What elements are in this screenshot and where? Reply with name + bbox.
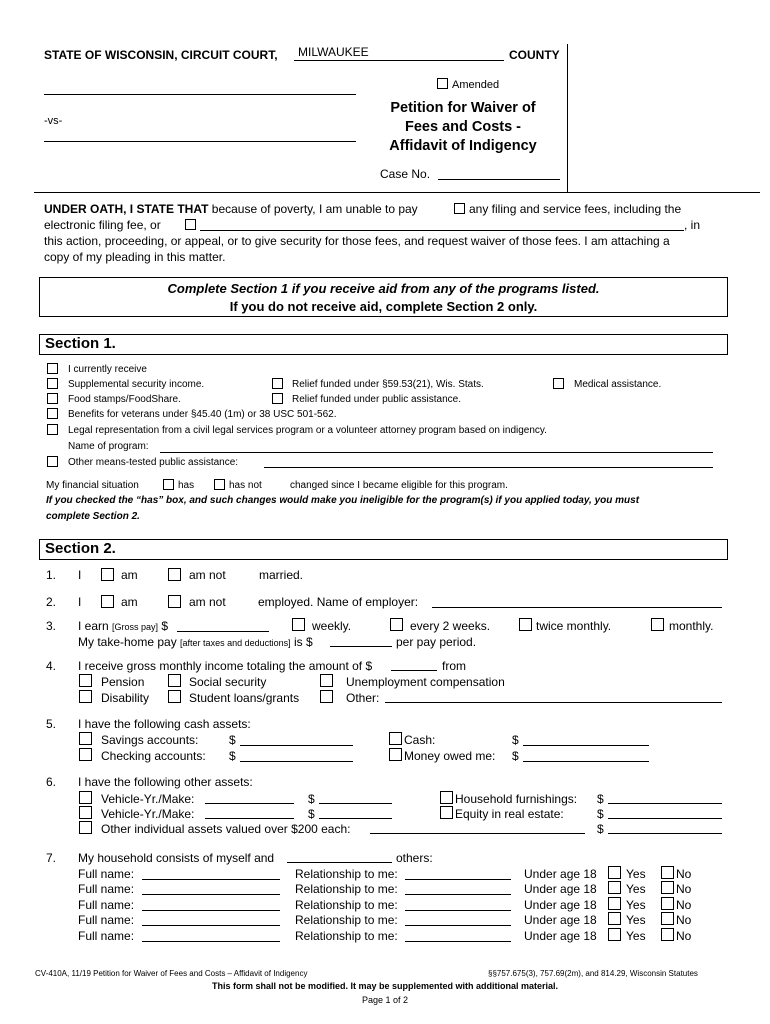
q4-from: from bbox=[442, 659, 466, 673]
checking-checkbox[interactable] bbox=[79, 748, 92, 761]
footer-notice: This form shall not be modified. It may be supplemented with additional material. bbox=[211, 981, 559, 991]
disability-label: Disability bbox=[101, 691, 150, 705]
receive-checkbox[interactable] bbox=[47, 363, 58, 374]
other-means-field[interactable] bbox=[264, 467, 713, 468]
header-bottom-rule bbox=[34, 192, 760, 193]
pension-checkbox[interactable] bbox=[79, 674, 92, 687]
money-owed-dollar: $ bbox=[512, 749, 519, 763]
q4-number: 4. bbox=[46, 659, 57, 673]
relief-public-label: Relief funded under public assistance. bbox=[292, 394, 461, 405]
other-income-label: Other: bbox=[346, 691, 380, 705]
oath-line4: copy of my pleading in this matter. bbox=[44, 250, 226, 264]
q1-married-label: married. bbox=[259, 568, 304, 582]
disability-checkbox[interactable] bbox=[79, 690, 92, 703]
other-income-checkbox[interactable] bbox=[320, 690, 333, 703]
equity-dollar: $ bbox=[597, 807, 604, 821]
has-checkbox[interactable] bbox=[163, 479, 174, 490]
oath-line3: this action, proceeding, or appeal, or to give security for those fees, and request waiver of those fees. I am attaching a bbox=[44, 234, 670, 248]
q1-am-label: am bbox=[121, 568, 138, 582]
furnishings-checkbox[interactable] bbox=[440, 791, 453, 804]
food-label: Food stamps/FoodShare. bbox=[68, 394, 181, 405]
under18-no-label: No bbox=[676, 913, 692, 927]
equity-field[interactable] bbox=[608, 818, 722, 819]
weekly-label: weekly. bbox=[312, 619, 352, 633]
under18-yes-checkbox[interactable] bbox=[608, 866, 621, 879]
county-field-line bbox=[294, 60, 504, 61]
section1-header-box bbox=[39, 334, 728, 355]
relationship-label: Relationship to me: bbox=[295, 867, 398, 881]
oath-line2-text: electronic filing fee, or bbox=[44, 218, 161, 232]
vehicle2-value-field[interactable] bbox=[319, 818, 392, 819]
under18-label: Under age 18 bbox=[524, 867, 597, 881]
veterans-checkbox[interactable] bbox=[47, 408, 58, 419]
relationship-label: Relationship to me: bbox=[295, 882, 398, 896]
full-name-field[interactable] bbox=[142, 941, 280, 942]
monthly-label: monthly. bbox=[669, 619, 714, 633]
money-owed-checkbox[interactable] bbox=[389, 748, 402, 761]
oath-line2-tail: , in bbox=[684, 218, 701, 232]
relationship-field[interactable] bbox=[405, 925, 511, 926]
q2-am-not-label: am not bbox=[189, 595, 226, 609]
under18-yes-checkbox[interactable] bbox=[608, 928, 621, 941]
under18-no-checkbox[interactable] bbox=[661, 881, 674, 894]
veterans-label: Benefits for veterans under §45.40 (1m) or 38 USC 501-562. bbox=[68, 409, 337, 420]
other-assets-checkbox[interactable] bbox=[79, 821, 92, 834]
program-name-field[interactable] bbox=[160, 452, 713, 453]
under18-no-checkbox[interactable] bbox=[661, 866, 674, 879]
under18-label: Under age 18 bbox=[524, 898, 597, 912]
monthly-checkbox[interactable] bbox=[651, 618, 664, 631]
under18-yes-label: Yes bbox=[626, 913, 646, 927]
vehicle1-dollar: $ bbox=[308, 792, 315, 806]
relief-public-checkbox[interactable] bbox=[272, 393, 283, 404]
under18-label: Under age 18 bbox=[524, 929, 597, 943]
program-name-label: Name of program: bbox=[68, 441, 149, 452]
every2-label: every 2 weeks. bbox=[410, 619, 491, 633]
furnishings-field[interactable] bbox=[608, 803, 722, 804]
checking-field[interactable] bbox=[240, 761, 353, 762]
q2-number: 2. bbox=[46, 595, 57, 609]
under18-yes-checkbox[interactable] bbox=[608, 897, 621, 910]
q7-text-b: others: bbox=[396, 851, 433, 865]
has-not-label: has not bbox=[229, 480, 262, 491]
savings-field[interactable] bbox=[240, 745, 353, 746]
full-name-label: Full name: bbox=[78, 913, 135, 927]
student-loans-label: Student loans/grants bbox=[189, 691, 300, 705]
under18-no-checkbox[interactable] bbox=[661, 928, 674, 941]
under18-no-label: No bbox=[676, 898, 692, 912]
money-owed-field[interactable] bbox=[523, 761, 649, 762]
court-label: STATE OF WISCONSIN, CIRCUIT COURT, bbox=[44, 48, 278, 62]
unemployment-label: Unemployment compensation bbox=[346, 675, 505, 689]
county-value[interactable]: MILWAUKEE bbox=[298, 45, 369, 59]
other-assets-label: Other individual assets valued over $200 each: bbox=[101, 822, 351, 836]
q1-i: I bbox=[78, 568, 82, 582]
under18-yes-checkbox[interactable] bbox=[608, 881, 621, 894]
section1-note-line2: complete Section 2. bbox=[46, 511, 140, 522]
amended-label: Amended bbox=[452, 79, 500, 91]
vehicle2-make-field[interactable] bbox=[205, 818, 294, 819]
relationship-field[interactable] bbox=[405, 894, 511, 895]
full-name-label: Full name: bbox=[78, 867, 135, 881]
under18-yes-label: Yes bbox=[626, 929, 646, 943]
relationship-label: Relationship to me: bbox=[295, 913, 398, 927]
equity-label: Equity in real estate: bbox=[455, 807, 564, 821]
other-fees-field[interactable] bbox=[200, 230, 684, 231]
q3-takehome-a: My take-home pay bbox=[78, 635, 181, 649]
employer-name-field[interactable] bbox=[432, 607, 722, 608]
relationship-label: Relationship to me: bbox=[295, 898, 398, 912]
full-name-field[interactable] bbox=[142, 925, 280, 926]
under18-yes-checkbox[interactable] bbox=[608, 912, 621, 925]
q4-text: I receive gross monthly income totaling the amount of $ bbox=[78, 659, 373, 673]
checking-dollar: $ bbox=[229, 749, 236, 763]
q5-number: 5. bbox=[46, 717, 57, 731]
q6-text: I have the following other assets: bbox=[78, 775, 253, 789]
under18-no-label: No bbox=[676, 867, 692, 881]
financial-situation-label: My financial situation bbox=[46, 480, 139, 491]
has-label: has bbox=[178, 480, 195, 491]
q7-text-a: My household consists of myself and bbox=[78, 851, 275, 865]
q2-employed-label: employed. Name of employer: bbox=[258, 595, 419, 609]
title-line3: Affidavit of Indigency bbox=[389, 138, 537, 154]
food-checkbox[interactable] bbox=[47, 393, 58, 404]
q3-earn-a: I earn bbox=[78, 619, 113, 633]
twice-monthly-label: twice monthly. bbox=[536, 619, 612, 633]
under18-no-label: No bbox=[676, 929, 692, 943]
money-owed-label: Money owed me: bbox=[404, 749, 496, 763]
every2-checkbox[interactable] bbox=[390, 618, 403, 631]
vehicle2-dollar: $ bbox=[308, 807, 315, 821]
relationship-field[interactable] bbox=[405, 941, 511, 942]
ssi-checkbox[interactable] bbox=[47, 378, 58, 389]
social-security-checkbox[interactable] bbox=[168, 674, 181, 687]
q3-takehome-b: is $ bbox=[290, 635, 313, 649]
q7-number: 7. bbox=[46, 851, 57, 865]
household-count-field[interactable] bbox=[287, 862, 392, 863]
q3-earn-label bbox=[78, 619, 168, 633]
savings-label: Savings accounts: bbox=[101, 733, 199, 747]
section1-title: Section 1. bbox=[45, 335, 116, 352]
q5-text: I have the following cash assets: bbox=[78, 717, 251, 731]
relief-statute-checkbox[interactable] bbox=[272, 378, 283, 389]
furnishings-label: Household furnishings: bbox=[455, 792, 578, 806]
title-line1: Petition for Waiver of bbox=[390, 100, 536, 116]
gross-pay-field[interactable] bbox=[177, 631, 269, 632]
takehome-pay-field[interactable] bbox=[330, 646, 392, 647]
relief-statute-label: Relief funded under §59.53(21), Wis. Stats. bbox=[292, 379, 484, 390]
footer-form-id: CV-410A, 11/19 Petition for Waiver of Fees and Costs – Affidavit of Indigency bbox=[35, 969, 308, 978]
legal-rep-checkbox[interactable] bbox=[47, 424, 58, 435]
vehicle1-label: Vehicle-Yr./Make: bbox=[101, 792, 195, 806]
full-name-label: Full name: bbox=[78, 929, 135, 943]
q1-am-checkbox[interactable] bbox=[101, 568, 114, 581]
q3-number: 3. bbox=[46, 619, 57, 633]
savings-dollar: $ bbox=[229, 733, 236, 747]
under18-label: Under age 18 bbox=[524, 913, 597, 927]
savings-checkbox[interactable] bbox=[79, 732, 92, 745]
full-name-label: Full name: bbox=[78, 898, 135, 912]
instruction-line2: If you do not receive aid, complete Section 2 only. bbox=[229, 299, 538, 314]
section2-header-box bbox=[39, 539, 728, 560]
vehicle1-checkbox[interactable] bbox=[79, 791, 92, 804]
title-line2: Fees and Costs - bbox=[404, 119, 522, 135]
q2-am-not-checkbox[interactable] bbox=[168, 595, 181, 608]
cash-label: Cash: bbox=[404, 733, 436, 747]
pension-label: Pension bbox=[101, 675, 145, 689]
other-assets-dollar: $ bbox=[597, 822, 604, 836]
county-label: COUNTY bbox=[509, 48, 560, 62]
other-means-label: Other means-tested public assistance: bbox=[68, 457, 239, 468]
under18-label: Under age 18 bbox=[524, 882, 597, 896]
furnishings-dollar: $ bbox=[597, 792, 604, 806]
medical-checkbox[interactable] bbox=[553, 378, 564, 389]
has-not-checkbox[interactable] bbox=[214, 479, 225, 490]
cash-checkbox[interactable] bbox=[389, 732, 402, 745]
full-name-field[interactable] bbox=[142, 894, 280, 895]
q3-takehome-label bbox=[78, 635, 313, 649]
under18-no-checkbox[interactable] bbox=[661, 912, 674, 925]
under18-yes-label: Yes bbox=[626, 882, 646, 896]
q2-i: I bbox=[78, 595, 82, 609]
q2-am-label: am bbox=[121, 595, 138, 609]
other-fees-checkbox[interactable] bbox=[185, 219, 196, 230]
case-no-field[interactable] bbox=[438, 179, 560, 180]
social-security-label: Social security bbox=[189, 675, 267, 689]
weekly-checkbox[interactable] bbox=[292, 618, 305, 631]
under18-no-label: No bbox=[676, 882, 692, 896]
checking-label: Checking accounts: bbox=[101, 749, 206, 763]
other-assets-desc-field[interactable] bbox=[370, 833, 585, 834]
q3-earn-b: $ bbox=[158, 619, 169, 633]
footer-statutes: §§757.675(3), 757.69(2m), and 814.29, Wisconsin Statutes bbox=[488, 969, 698, 978]
legal-rep-label: Legal representation from a civil legal services program or a volunteer attorney program based on indigency. bbox=[68, 425, 547, 436]
changed-text: changed since I became eligible for this program. bbox=[290, 480, 508, 491]
receive-label: I currently receive bbox=[68, 364, 147, 375]
vehicle1-value-field[interactable] bbox=[319, 803, 392, 804]
under18-no-checkbox[interactable] bbox=[661, 897, 674, 910]
petitioner-line[interactable] bbox=[44, 94, 356, 95]
q1-am-not-label: am not bbox=[189, 568, 226, 582]
q1-am-not-checkbox[interactable] bbox=[168, 568, 181, 581]
cash-dollar: $ bbox=[512, 733, 519, 747]
under18-yes-label: Yes bbox=[626, 867, 646, 881]
q6-number: 6. bbox=[46, 775, 57, 789]
footer-page-number: Page 1 of 2 bbox=[361, 995, 409, 1005]
oath-bold-lead: UNDER OATH, I STATE THAT bbox=[44, 202, 209, 216]
oath-line1-tail: any filing and service fees, including the bbox=[469, 202, 682, 216]
twice-monthly-checkbox[interactable] bbox=[519, 618, 532, 631]
q1-number: 1. bbox=[46, 568, 57, 582]
oath-line1-text: because of poverty, I am unable to pay bbox=[208, 202, 418, 216]
student-loans-checkbox[interactable] bbox=[168, 690, 181, 703]
full-name-label: Full name: bbox=[78, 882, 135, 896]
equity-checkbox[interactable] bbox=[440, 806, 453, 819]
case-no-label: Case No. bbox=[380, 167, 431, 181]
other-income-field[interactable] bbox=[385, 702, 722, 703]
gross-monthly-field[interactable] bbox=[391, 670, 437, 671]
vs-label: -vs- bbox=[44, 115, 63, 127]
ssi-label: Supplemental security income. bbox=[68, 379, 205, 390]
any-fees-checkbox[interactable] bbox=[454, 203, 465, 214]
under18-yes-label: Yes bbox=[626, 898, 646, 912]
vehicle2-label: Vehicle-Yr./Make: bbox=[101, 807, 195, 821]
vehicle1-make-field[interactable] bbox=[205, 803, 294, 804]
relationship-field[interactable] bbox=[405, 879, 511, 880]
amended-checkbox[interactable] bbox=[437, 78, 448, 89]
cash-field[interactable] bbox=[523, 745, 649, 746]
full-name-field[interactable] bbox=[142, 910, 280, 911]
vehicle2-checkbox[interactable] bbox=[79, 806, 92, 819]
other-assets-value-field[interactable] bbox=[608, 833, 722, 834]
relationship-field[interactable] bbox=[405, 910, 511, 911]
instruction-line1: Complete Section 1 if you receive aid from any of the programs listed. bbox=[167, 281, 600, 296]
full-name-field[interactable] bbox=[142, 879, 280, 880]
other-means-checkbox[interactable] bbox=[47, 456, 58, 467]
relationship-label: Relationship to me: bbox=[295, 929, 398, 943]
section2-title: Section 2. bbox=[45, 540, 116, 557]
oath-line1 bbox=[44, 202, 418, 216]
per-period-label: per pay period. bbox=[396, 635, 477, 649]
respondent-line[interactable] bbox=[44, 141, 356, 142]
q2-am-checkbox[interactable] bbox=[101, 595, 114, 608]
medical-label: Medical assistance. bbox=[574, 379, 662, 390]
q3-earn-small: [Gross pay] bbox=[112, 622, 159, 632]
unemployment-checkbox[interactable] bbox=[320, 674, 333, 687]
q3-takehome-small: [after taxes and deductions] bbox=[180, 638, 291, 648]
section1-note-line1: If you checked the “has” box, and such changes would make you ineligible for the program(s) if you applied today, you must bbox=[46, 495, 640, 506]
header-divider bbox=[567, 44, 568, 192]
